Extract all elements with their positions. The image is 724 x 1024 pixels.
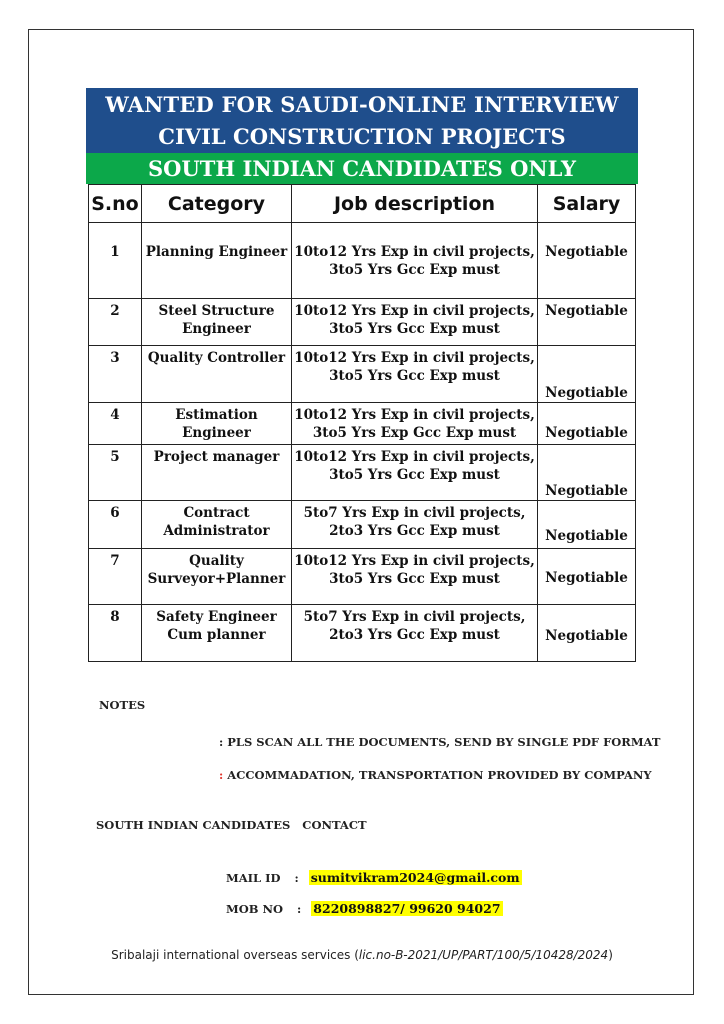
footer-company [0, 948, 724, 962]
description-line2: 3to5 Yrs Gcc Exp must [329, 571, 500, 587]
banner-subtitle: SOUTH INDIAN CANDIDATES ONLY [86, 153, 638, 184]
footer-license: lic.no-B-2021/UP/PART/100/5/10428/2024 [358, 948, 609, 962]
description-line1: 10to12 Yrs Exp in civil projects, [294, 350, 535, 366]
sno-cell: 1 [89, 223, 142, 299]
header-sno: S.no [89, 185, 142, 223]
salary-cell: Negotiable [538, 346, 636, 403]
jobs-table [88, 184, 636, 662]
footer-company-name: Sribalaji international overseas services ( [111, 948, 359, 962]
description-line1: 5to7 Yrs Exp in civil projects, [303, 505, 526, 521]
category-line2: Cum planner [167, 627, 266, 643]
description-cell [292, 223, 538, 299]
description-line2: 3to5 Yrs Gcc Exp must [329, 262, 500, 278]
sno-cell: 4 [89, 403, 142, 445]
category-line2: Engineer [182, 425, 251, 441]
sno-cell: 3 [89, 346, 142, 403]
category-cell [142, 549, 292, 605]
salary-cell: Negotiable [538, 549, 636, 605]
mail-value[interactable]: sumitvikram2024@gmail.com [310, 870, 520, 885]
salary-cell: Negotiable [538, 501, 636, 549]
sno-cell: 8 [89, 605, 142, 662]
mobile-row [226, 901, 503, 916]
note-item [219, 735, 660, 749]
table-row [89, 346, 636, 403]
description-cell [292, 501, 538, 549]
mobile-label: MOB NO [226, 902, 284, 916]
table-row [89, 605, 636, 662]
sno-cell: 5 [89, 445, 142, 501]
description-cell [292, 346, 538, 403]
mail-label: MAIL ID [226, 871, 281, 885]
description-line1: 10to12 Yrs Exp in civil projects, [294, 553, 535, 569]
sno-cell: 7 [89, 549, 142, 605]
note-separator-red: : [219, 768, 224, 782]
mobile-value[interactable]: 8220898827/ 99620 94027 [313, 901, 501, 916]
note-item [219, 768, 652, 782]
mail-separator: : [294, 871, 299, 885]
contact-heading: SOUTH INDIAN CANDIDATES CONTACT [96, 818, 367, 832]
description-line1: 5to7 Yrs Exp in civil projects, [303, 609, 526, 625]
category-cell [142, 299, 292, 346]
table-row [89, 223, 636, 299]
salary-cell: Negotiable [538, 223, 636, 299]
description-cell [292, 299, 538, 346]
header-salary: Salary [538, 185, 636, 223]
category-line1: Project manager [153, 449, 280, 465]
description-cell [292, 549, 538, 605]
footer-close: ) [608, 948, 613, 962]
note-text: PLS SCAN ALL THE DOCUMENTS, SEND BY SINGLE PDF FORMAT [227, 735, 661, 749]
category-cell [142, 605, 292, 662]
notes-heading: NOTES [99, 698, 146, 712]
description-line2: 3to5 Yrs Exp Gcc Exp must [312, 425, 517, 441]
table-row [89, 445, 636, 501]
category-line1: Quality [189, 553, 244, 569]
salary-cell: Negotiable [538, 445, 636, 501]
salary-cell: Negotiable [538, 299, 636, 346]
description-line2: 2to3 Yrs Gcc Exp must [329, 627, 500, 643]
title-banner [86, 88, 638, 153]
category-cell [142, 346, 292, 403]
description-line1: 10to12 Yrs Exp in civil projects, [294, 407, 535, 423]
category-cell [142, 223, 292, 299]
category-line2: Administrator [163, 523, 270, 539]
category-line1: Contract [183, 505, 250, 521]
table-row [89, 501, 636, 549]
category-line1: Safety Engineer [156, 609, 277, 625]
table-row [89, 549, 636, 605]
table-header-row [89, 185, 636, 223]
category-line2: Engineer [182, 321, 251, 337]
mail-row [226, 870, 522, 885]
table-row [89, 403, 636, 445]
header-job-description: Job description [292, 185, 538, 223]
description-line2: 3to5 Yrs Gcc Exp must [329, 467, 500, 483]
category-line1: Planning Engineer [145, 244, 288, 260]
header-category: Category [142, 185, 292, 223]
category-line1: Estimation [175, 407, 258, 423]
description-cell [292, 605, 538, 662]
salary-cell: Negotiable [538, 605, 636, 662]
table-row [89, 299, 636, 346]
banner-title-line1: WANTED FOR SAUDI-ONLINE INTERVIEW [105, 92, 619, 117]
description-cell [292, 403, 538, 445]
category-line1: Steel Structure [158, 303, 275, 319]
description-line1: 10to12 Yrs Exp in civil projects, [294, 244, 535, 260]
description-line2: 3to5 Yrs Gcc Exp must [329, 368, 500, 384]
category-line1: Quality Controller [147, 350, 286, 366]
category-cell [142, 501, 292, 549]
note-separator: : [219, 735, 224, 749]
description-line1: 10to12 Yrs Exp in civil projects, [294, 449, 535, 465]
banner-title-line2: CIVIL CONSTRUCTION PROJECTS [158, 124, 566, 149]
description-line1: 10to12 Yrs Exp in civil projects, [294, 303, 535, 319]
category-cell [142, 445, 292, 501]
note-text: ACCOMMADATION, TRANSPORTATION PROVIDED BY COMPANY [227, 768, 652, 782]
category-cell [142, 403, 292, 445]
sno-cell: 2 [89, 299, 142, 346]
category-line2: Surveyor+Planner [147, 571, 286, 587]
sno-cell: 6 [89, 501, 142, 549]
description-line2: 2to3 Yrs Gcc Exp must [329, 523, 500, 539]
description-cell [292, 445, 538, 501]
salary-cell: Negotiable [538, 403, 636, 445]
description-line2: 3to5 Yrs Gcc Exp must [329, 321, 500, 337]
mobile-separator: : [297, 902, 302, 916]
